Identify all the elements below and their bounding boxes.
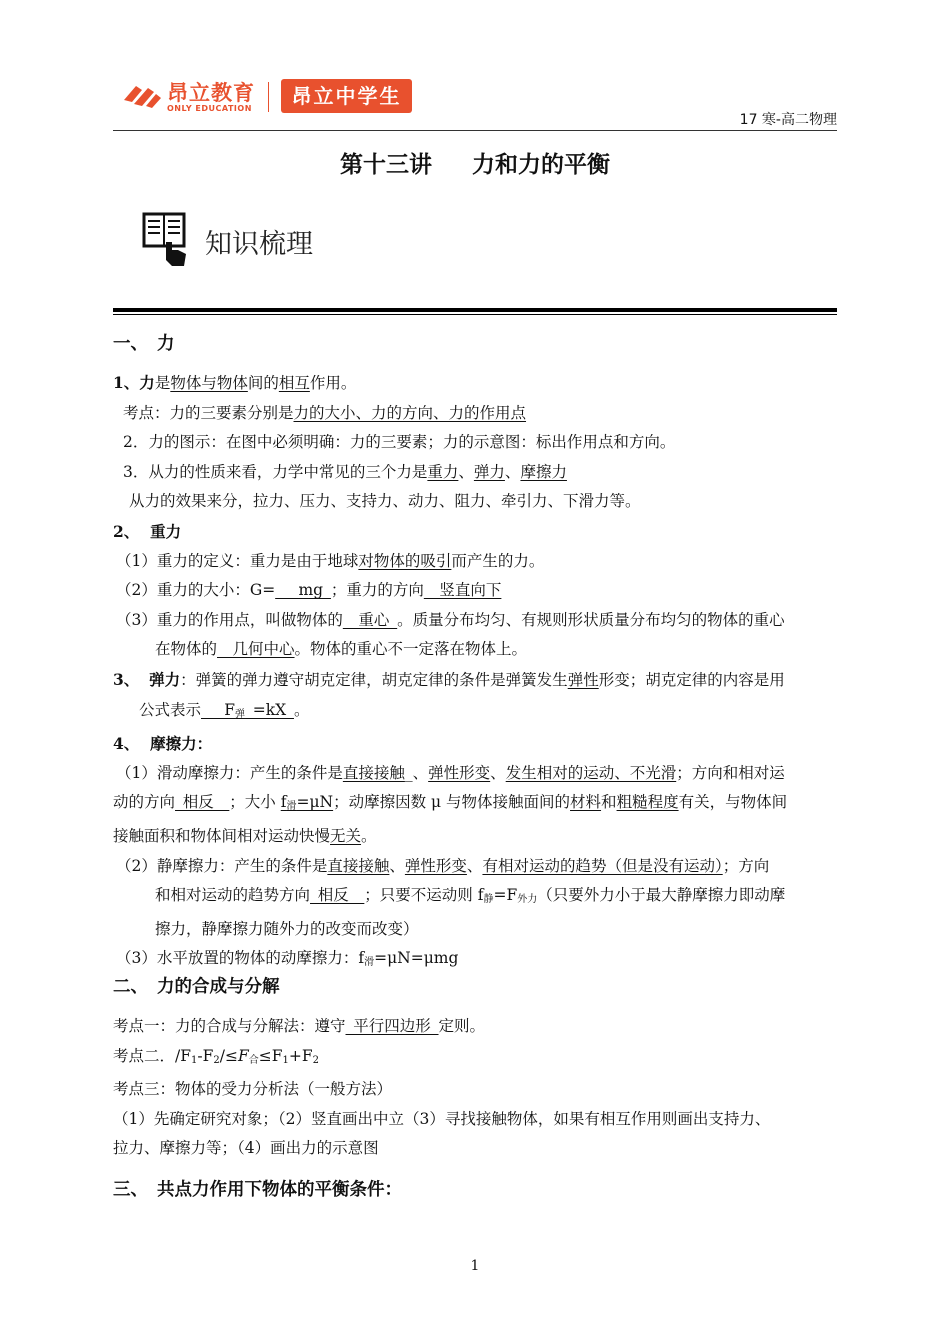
body-text-block [113,368,837,978]
text-line: （2）重力的大小：G=___mg_；重力的方向__竖直向下 [116,581,502,600]
section-3-heading [113,1176,402,1201]
section-1-heading [113,330,175,355]
text-line: 从力的效果来分，拉力、压力、支持力、动力、阻力、牵引力、下滑力等。 [129,492,641,511]
text-line: （3）水平放置的物体的动摩擦力：$f_滑=\mu N=\mu mg$ [116,949,459,969]
subheading-gravity: 2、 重力 [113,521,182,541]
section-2-title: 力的合成与分解 [157,977,280,997]
text-line: 2．力的图示：在图中必须明确：力的三要素；力的示意图：标出作用点和方向。 [123,433,676,452]
logo-badge: 昂立中学生 [281,79,412,113]
text-line: 考点二．$/F_1-F_2/\le F_合\le F_1+F_2$ [113,1046,319,1066]
course-label: 17 寒-高二物理 [739,112,837,128]
page-number: 1 [470,1258,480,1274]
section-heading: 知识梳理 [205,229,313,260]
text-line: （1）滑动摩擦力：产生的条件是直接接触_、弹性形变、发生相对的运动、不光滑；方向和相对运 [116,763,785,782]
text-line: 拉力、摩擦力等；（4）画出力的示意图 [113,1139,379,1158]
text-line: 1、力是物体与物体间的相互作用。 [113,373,357,392]
section-2-heading [113,973,280,998]
section-1-number: 一、 [113,334,148,354]
text-line: 3、 弹力：弹簧的弹力遵守胡克定律，胡克定律的条件是弹簧发生弹性形变；胡克定律的内容是用 [113,669,785,689]
logo-separator [268,82,269,112]
logo-text-cn: 昂立教育 [167,81,255,105]
text-line: 考点一：力的合成与分解法：遵守_平行四边形_定则。 [113,1017,486,1035]
text-line: 考点三：物体的受力分析法（一般方法） [113,1080,393,1099]
text-line: （1）先确定研究对象；（2）竖直画出中立（3）寻找接触物体，如果有相互作用则画出支持力、 [113,1109,771,1128]
divider-thin [113,314,837,315]
body-text-block-2 [113,1012,837,1164]
page-title: 第十三讲 力和力的平衡 [339,152,611,178]
only-education-logo-icon [122,80,162,110]
text-line: （2）静摩擦力：产生的条件是直接接触、弹性形变、有相对运动的趋势（但是没有运动）；方向 [116,856,770,875]
logo-text-en: ONLY EDUCATION [167,104,252,113]
header-rule [113,130,837,131]
text-line: 公式表示$\_\_\_F_弹\_=kX\_$。 [139,700,310,720]
text-line: 3．从力的性质来看，力学中常见的三个力是重力、弹力、摩擦力 [123,462,567,481]
text-line: 考点：力的三要素分别是力的大小、力的方向、力的作用点 [123,403,527,422]
text-line: 动的方向_相反__；大小 $f_滑=\mu N$；动摩擦因数 μ 与物体接触面间的材料和粗糙程度有关，与物体间 [113,793,788,813]
text-line: （3）重力的作用点，叫做物体的__重心_。质量分布均匀、有规则形状质量分布均匀的物体的重心 [116,610,785,629]
section-2-number: 二、 [113,977,148,997]
section-3-number: 三、 [113,1180,148,1200]
text-line: （1）重力的定义：重力是由于地球对物体的吸引而产生的力。 [116,551,545,570]
section-1-title: 力 [157,334,175,354]
text-line: 擦力，静摩擦力随外力的改变而改变） [155,919,419,938]
section-3-title: 共点力作用下物体的平衡条件： [157,1180,402,1200]
subheading-friction: 4、 摩擦力： [113,734,213,754]
text-line: 接触面积和物体间相对运动快慢无关。 [113,826,377,845]
divider-thick [113,308,837,312]
text-line: 和相对运动的趋势方向_相反__；只要不运动则 $f_静=F_{外力}$（只要外力小于最大静摩擦力即动摩 [155,886,786,906]
book-icon [142,212,188,266]
text-line: 在物体的__几何中心。物体的重心不一定落在物体上。 [155,640,528,659]
